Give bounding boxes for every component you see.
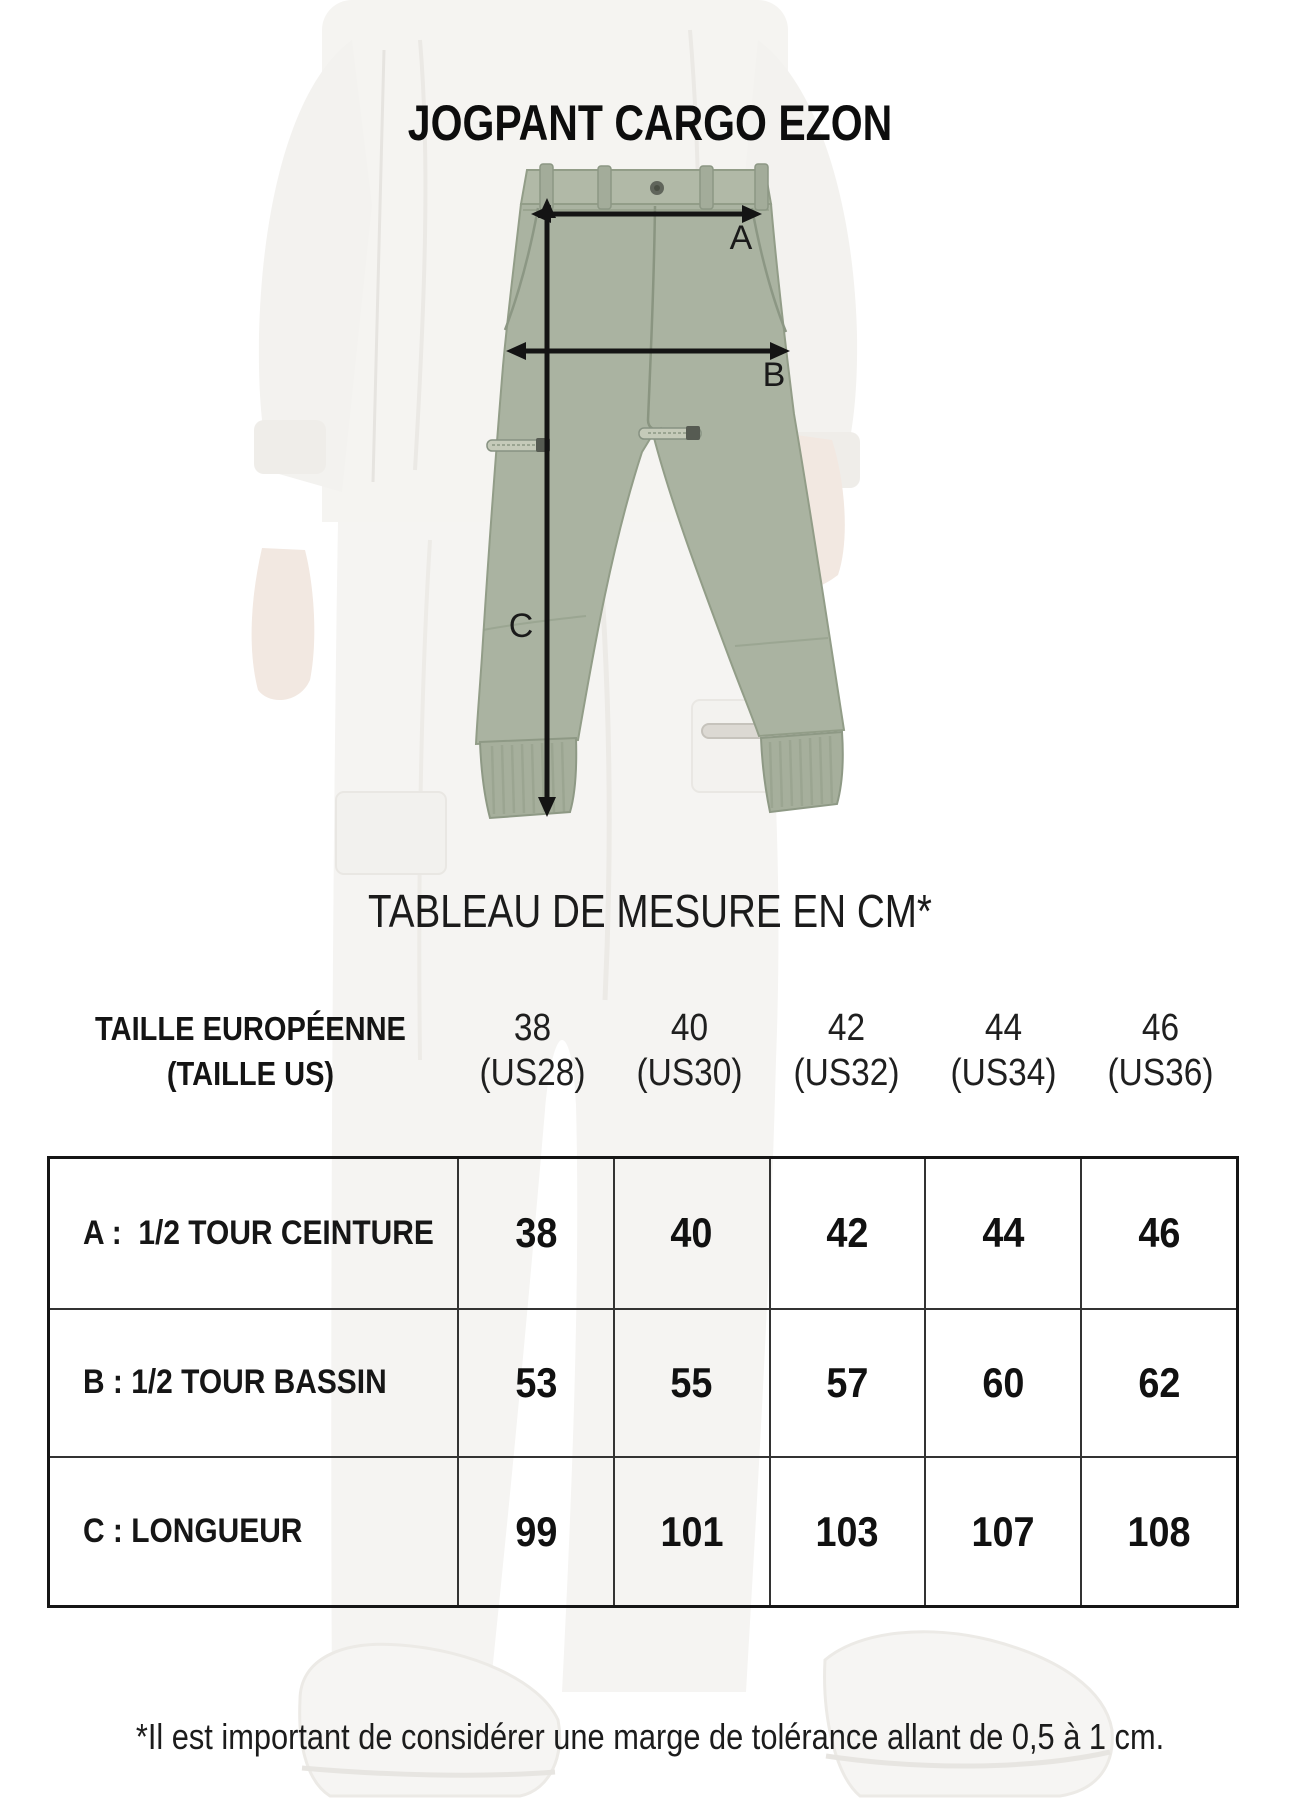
table-value-cell: [457, 1456, 613, 1605]
cell-value: 53: [514, 1358, 557, 1406]
section-heading: TABLEAU DE MESURE EN CM*: [368, 885, 932, 937]
table-value-cell: [924, 1308, 1080, 1457]
cell-value: 44: [982, 1209, 1025, 1257]
left-hand: [252, 548, 315, 700]
jacket-left-cuff: [254, 420, 326, 474]
cell-value: 38: [514, 1209, 557, 1257]
waistband: [521, 170, 771, 204]
cell-value: 99: [514, 1507, 557, 1555]
size-header-label: [71, 1006, 429, 1096]
size-header-label-line1: TAILLE EUROPÉENNE: [95, 1010, 406, 1047]
size-header-row: [47, 1006, 1239, 1096]
size-us: (US32): [793, 1052, 900, 1094]
measure-label-a: A: [729, 219, 753, 257]
cell-value: 107: [971, 1507, 1035, 1555]
size-us: (US36): [1107, 1052, 1214, 1094]
table-value-cell: [1080, 1159, 1236, 1308]
belt-loop: [755, 164, 768, 210]
measure-label-c: C: [508, 607, 534, 645]
size-column-header: [463, 1006, 601, 1096]
cell-value: 46: [1138, 1209, 1181, 1257]
table-value-cell: [1080, 1456, 1236, 1605]
size-us: (US28): [479, 1052, 586, 1094]
cell-value: 40: [670, 1209, 713, 1257]
row-label: B : 1/2 TOUR BASSIN: [83, 1363, 387, 1402]
table-value-cell: [769, 1159, 925, 1308]
table-value-cell: [613, 1456, 769, 1605]
belt-loop: [700, 166, 713, 209]
size-header-label-line2: (TAILLE US): [166, 1055, 335, 1092]
table-value-cell: [1080, 1308, 1236, 1457]
page-title: JOGPANT CARGO EZON: [407, 94, 893, 151]
cell-value: 42: [826, 1209, 869, 1257]
size-column-header: [777, 1006, 915, 1096]
table-value-cell: [613, 1308, 769, 1457]
size-us: (US34): [950, 1052, 1057, 1094]
size-column-header: [1091, 1006, 1229, 1096]
tolerance-note: *Il est important de considérer une marge de tolérance allant de 0,5 à 1 cm.: [135, 1716, 1165, 1757]
cell-value: 62: [1138, 1358, 1181, 1406]
belt-loop: [598, 166, 611, 209]
table-value-cell: [613, 1159, 769, 1308]
table-value-cell: [769, 1308, 925, 1457]
waist-button-center: [654, 185, 660, 191]
table-value-cell: [924, 1159, 1080, 1308]
right-zip-pull: [686, 426, 700, 440]
size-us: (US30): [636, 1052, 743, 1094]
cell-value: 57: [826, 1358, 869, 1406]
table-value-cell: [769, 1456, 925, 1605]
table-value-cell: [924, 1456, 1080, 1605]
measure-label-b: B: [762, 356, 786, 394]
size-eu: 42: [827, 1007, 866, 1049]
table-value-cell: [457, 1308, 613, 1457]
cell-value: 55: [670, 1358, 713, 1406]
table-row-label-cell: [50, 1308, 457, 1457]
table-row-label-cell: [50, 1456, 457, 1605]
table-value-cell: [457, 1159, 613, 1308]
cell-value: 108: [1127, 1507, 1191, 1555]
cell-value: 60: [982, 1358, 1025, 1406]
size-eu: 40: [670, 1007, 709, 1049]
row-label: A : 1/2 TOUR CEINTURE: [83, 1213, 434, 1252]
size-eu: 44: [984, 1007, 1023, 1049]
measurement-table: [47, 1156, 1239, 1608]
size-column-header: [934, 1006, 1072, 1096]
row-label: C : LONGUEUR: [83, 1512, 303, 1551]
size-eu: 46: [1141, 1007, 1180, 1049]
size-column-header: [620, 1006, 758, 1096]
right-shoe: [825, 1632, 1113, 1796]
cell-value: 103: [815, 1507, 880, 1555]
size-eu: 38: [513, 1007, 552, 1049]
left-thigh-pocket: [336, 792, 446, 874]
table-row-label-cell: [50, 1159, 457, 1308]
cell-value: 101: [660, 1507, 724, 1555]
